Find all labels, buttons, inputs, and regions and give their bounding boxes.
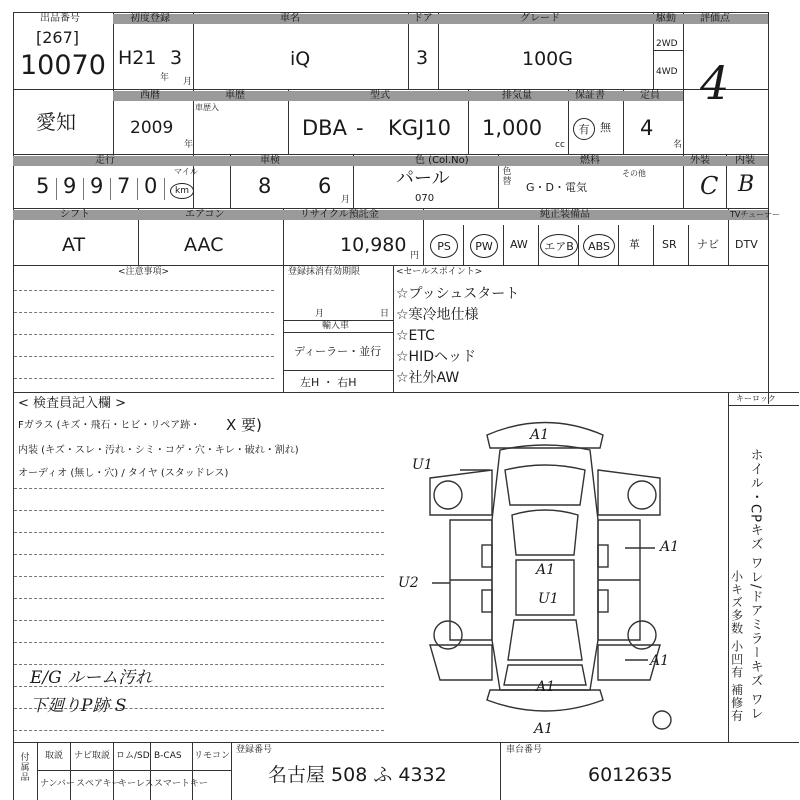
interior-notes: 内装 (キズ・スレ・汚れ・シミ・コゲ・穴・キレ・破れ・割れ) [18, 445, 299, 456]
mileage-unit-top: マイル [174, 167, 198, 176]
accessory-manual: 取説 [45, 751, 64, 761]
model-prefix: DBA [302, 116, 347, 140]
warranty-label: 保証書 [575, 90, 605, 101]
shaken-month-unit: 月 [341, 195, 351, 205]
year-value: 2009 [130, 118, 174, 138]
capacity-label: 定員 [640, 90, 660, 101]
damage-mark-left-front: U1 [412, 457, 433, 473]
lot-bracket: [267] [36, 28, 80, 47]
equipment-aw: AW [510, 238, 528, 251]
history-note: 車歴入 [195, 103, 219, 112]
equipment-abs: ABS [583, 234, 615, 258]
accessory-spare-key: スペアキー [76, 779, 121, 789]
accessory-keyless: キーレス [118, 779, 154, 789]
drive-label: 駆動 [656, 13, 676, 24]
sales-point: ☆HIDヘッド [396, 349, 476, 365]
side-notes-2: 小キズ多数 小凹有 補修有 [729, 570, 744, 723]
shaken-year: 8 [258, 174, 272, 198]
displacement-unit: cc [555, 140, 565, 150]
glass-mark: X 要) [226, 416, 262, 434]
recycle-unit: 円 [410, 251, 420, 261]
year-unit: 年 [184, 140, 194, 150]
first-reg-month-unit: 月 [183, 77, 193, 87]
mileage-digit: 7 [117, 174, 131, 198]
lot-label: 出品番号 [40, 13, 80, 24]
fuel-label: 燃料 [580, 155, 600, 166]
chassis-label: 車台番号 [506, 745, 543, 755]
model-label: 型式 [370, 90, 390, 101]
first-reg-year-unit: 年 [160, 73, 170, 83]
model-code: KGJ10 [388, 116, 451, 140]
tuner-label: TVチューナー [730, 210, 781, 219]
equipment-airbag: エアB [540, 234, 578, 258]
accessory-navi-manual: ナビ取説 [74, 751, 111, 761]
sales-point: ☆ETC [396, 328, 435, 344]
accessory-smart-key: スマートキー [154, 779, 208, 789]
model-dash: - [356, 116, 364, 140]
drive-4wd: 4WD [656, 67, 678, 77]
first-reg-era: H21 [118, 47, 157, 69]
recycle-value: 10,980 [340, 234, 407, 256]
doors-label: ドア [413, 13, 433, 24]
damage-mark-right-rear: A1 [650, 653, 670, 669]
chassis-number: 6012635 [588, 764, 673, 786]
car-name: iQ [290, 48, 311, 70]
color-value: パール [396, 168, 450, 189]
displacement-value: 1,000 [482, 116, 543, 140]
caution-label: <注意事項> [118, 267, 170, 277]
first-reg-month: 3 [170, 47, 183, 69]
damage-mark-rear: A1 [536, 679, 556, 695]
displacement-label: 排気量 [502, 90, 532, 101]
plate-number: 名古屋 508 ふ 4332 [268, 764, 447, 786]
ac-label: エアコン [185, 209, 225, 220]
exterior-grade: C [700, 172, 719, 200]
sales-point: ☆寒冷地仕様 [396, 307, 479, 323]
shaken-month: 6 [318, 174, 332, 198]
warranty-yes: 有 [573, 118, 595, 140]
year-label: 西暦 [140, 90, 160, 101]
side-notes: ホイル・CPキズ ワレ/ドアミラーキズ ワレ [747, 448, 763, 721]
shift-label: シフト [60, 209, 90, 220]
sales-points-label: <セールスポイント> [396, 267, 483, 277]
interior-label: 内装 [735, 155, 755, 166]
damage-mark-right: A1 [660, 539, 680, 555]
lot-number: 10070 [20, 50, 106, 81]
ac-value: AAC [184, 234, 224, 256]
shaken-label: 車検 [260, 155, 280, 166]
equipment-navi: ナビ [697, 238, 719, 251]
equipment-ps: PS [430, 234, 458, 258]
accessory-bcas: B-CAS [154, 751, 182, 761]
fuel-options: G・D・電気 [526, 181, 587, 194]
score-value: 4 [700, 56, 730, 110]
grade-label: グレード [520, 13, 560, 24]
damage-mark-roof-2: U1 [538, 591, 559, 607]
mileage-digit: 9 [63, 174, 77, 198]
doors-value: 3 [416, 47, 429, 69]
accessory-remote: リモコン [194, 751, 231, 761]
grade-value: 100G [522, 48, 573, 70]
plate-label: 登録番号 [236, 745, 273, 755]
capacity-value: 4 [640, 116, 654, 140]
mileage-digit: 5 [36, 174, 50, 198]
equipment-sr: SR [662, 238, 677, 251]
equipment-leather: 革 [629, 238, 640, 251]
equipment-pw: PW [470, 234, 498, 258]
mileage-digit: 9 [90, 174, 104, 198]
shift-value: AT [62, 234, 86, 256]
mileage-digit: 0 [144, 174, 158, 198]
handwritten-engine-note: E/G ルーム汚れ [30, 668, 153, 688]
damage-mark-roof: A1 [536, 562, 556, 578]
recycle-label: リサイクル預託金 [300, 209, 379, 220]
color-number: 070 [415, 193, 435, 204]
first-reg-label: 初度登録 [130, 13, 170, 24]
accessory-rom-sd: ロム/SD [116, 751, 150, 761]
sales-point: ☆プッシュスタート [396, 286, 520, 302]
fuel-other: その他 [622, 169, 646, 178]
mileage-unit-km: km [170, 183, 194, 199]
reg-expiry-month: 月 [315, 309, 325, 319]
region: 愛知 [36, 110, 76, 134]
damage-mark-left: U2 [398, 575, 419, 591]
dealer-option: ディーラー・並行 [294, 345, 382, 358]
inspection-title: < 検査員記入欄 > [18, 396, 127, 411]
damage-mark-rear-bumper: A1 [534, 721, 554, 737]
equipment-dtv: DTV [735, 238, 758, 251]
steering-option: 左H ・ 右H [300, 376, 357, 389]
recolor-label: 色替 [500, 166, 511, 186]
reg-expiry-label: 登録抹消有効期限 [288, 267, 361, 277]
keylock-label: キーロック [736, 394, 776, 403]
glass-notes: Fガラス (キズ・飛石・ヒビ・リペア跡・ [18, 420, 201, 431]
handwritten-under-note: 下廻りP跡 S [30, 696, 127, 716]
exterior-label: 外装 [690, 155, 710, 166]
accessory-plate: ナンバー [40, 779, 75, 789]
damage-mark-front: A1 [530, 427, 550, 443]
audio-tire-notes: オーディオ (無し・穴) / タイヤ (スタッドレス) [18, 468, 229, 479]
history-label: 車歴 [225, 90, 245, 101]
color-label: 色 (Col.No) [415, 155, 469, 166]
score-label: 評価点 [700, 13, 730, 24]
drive-2wd: 2WD [656, 39, 678, 49]
accessory-label: 付属品 [18, 752, 29, 782]
reg-expiry-day: 日 [380, 309, 390, 319]
import-label: 輸入車 [322, 321, 350, 331]
sales-point: ☆社外AW [396, 370, 460, 386]
capacity-unit: 名 [673, 140, 683, 150]
equipment-label: 純正装備品 [540, 209, 590, 220]
interior-grade: B [738, 172, 755, 197]
car-name-label: 車名 [280, 13, 300, 24]
mileage-label: 走行 [95, 155, 115, 166]
warranty-no: 無 [600, 121, 611, 134]
